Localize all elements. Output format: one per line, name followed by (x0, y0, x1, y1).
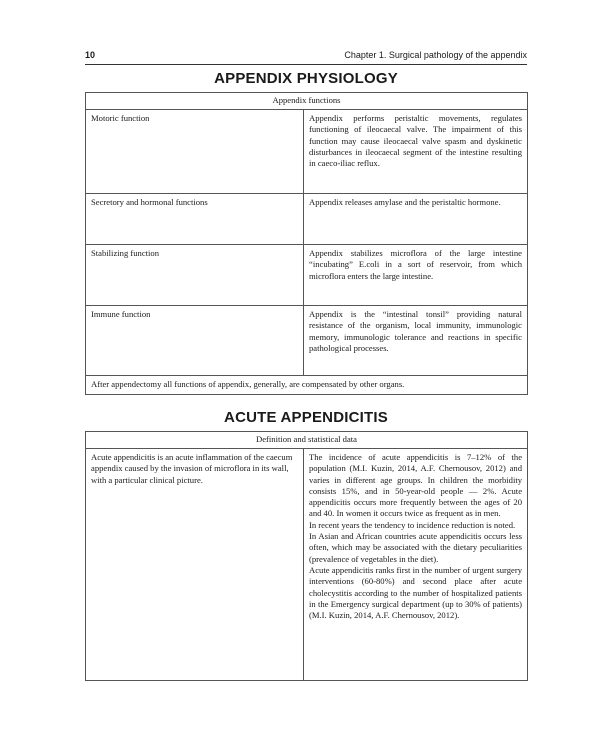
definition-text: Acute appendicitis is an acute inflammation of the caecum appendix caused by the invasion of microflora in its wall, with a particular clinical picture. (86, 449, 304, 681)
function-name: Motoric function (86, 110, 304, 194)
table-caption: Appendix functions (86, 93, 528, 110)
section-title-acute-appendicitis: ACUTE APPENDICITIS (224, 409, 388, 426)
running-header (85, 50, 527, 65)
function-description: Appendix is the “intestinal tonsil” providing natural resistance of the organism, local immunity, immunologic memory, immunologic tolerance and reactions in specific pathological processes. (304, 306, 528, 376)
stats-paragraph: In recent years the tendency to incidence reduction is noted. (309, 519, 516, 530)
table-row (86, 449, 528, 681)
section-title-physiology: APPENDIX PHYSIOLOGY (214, 70, 398, 87)
table-row (86, 110, 528, 194)
table-footer-note: After appendectomy all functions of appendix, generally, are compensated by other organs. (86, 376, 528, 395)
definition-stats-table (85, 431, 528, 681)
function-description: Appendix stabilizes microflora of the large intestine “incubating” E.coli in a sort of reservoir, from which microflora enters the large intestine. (304, 245, 528, 306)
stats-paragraph: The incidence of acute appendicitis is 7–12% of the population (M.I. Kuzin, 2014, A.F. Chernousov, 2012) and varies in different age groups. In children the morbidity consists 15%, and in 50-year-old people — 2%. Acute appendicitis occurs more frequently between the ages of 20 and 40. In women it occurs twice as frequent as in men. (309, 452, 523, 519)
stats-paragraph: Acute appendicitis ranks first in the number of urgent surgery interventions (60-80%) and second place after acute cholecystitis according to the number of hospitalized patients in the Emergency surgical department (up to 30% of patients) (M.I. Kuzin, 2014, A.F. Chernousov, 2012). (309, 564, 523, 621)
function-description: Appendix performs peristaltic movements, regulates functioning of ileocaecal valve. The impairment of this function may cause ileocaecal valve spasm and dyskinetic disturbances in ileocaecal segment of the intestine resulting in caeco-iliac reflux. (304, 110, 528, 194)
table-caption: Definition and statistical data (86, 432, 528, 449)
table-row (86, 194, 528, 245)
stats-paragraph: In Asian and African countries acute appendicitis occurs less often, which may be associated with the dietary peculiarities (prevalence of vegetables in the diet). (309, 531, 523, 564)
table-row (86, 306, 528, 376)
appendix-functions-table (85, 92, 528, 395)
page-number: 10 (85, 50, 96, 60)
chapter-title: Chapter 1. Surgical pathology of the appendix (344, 50, 527, 60)
function-name: Immune function (86, 306, 304, 376)
function-name: Stabilizing function (86, 245, 304, 306)
function-description: Appendix releases amylase and the peristaltic hormone. (304, 194, 528, 245)
function-name: Secretory and hormonal functions (86, 194, 304, 245)
table-row (86, 245, 528, 306)
statistical-data (304, 449, 528, 681)
